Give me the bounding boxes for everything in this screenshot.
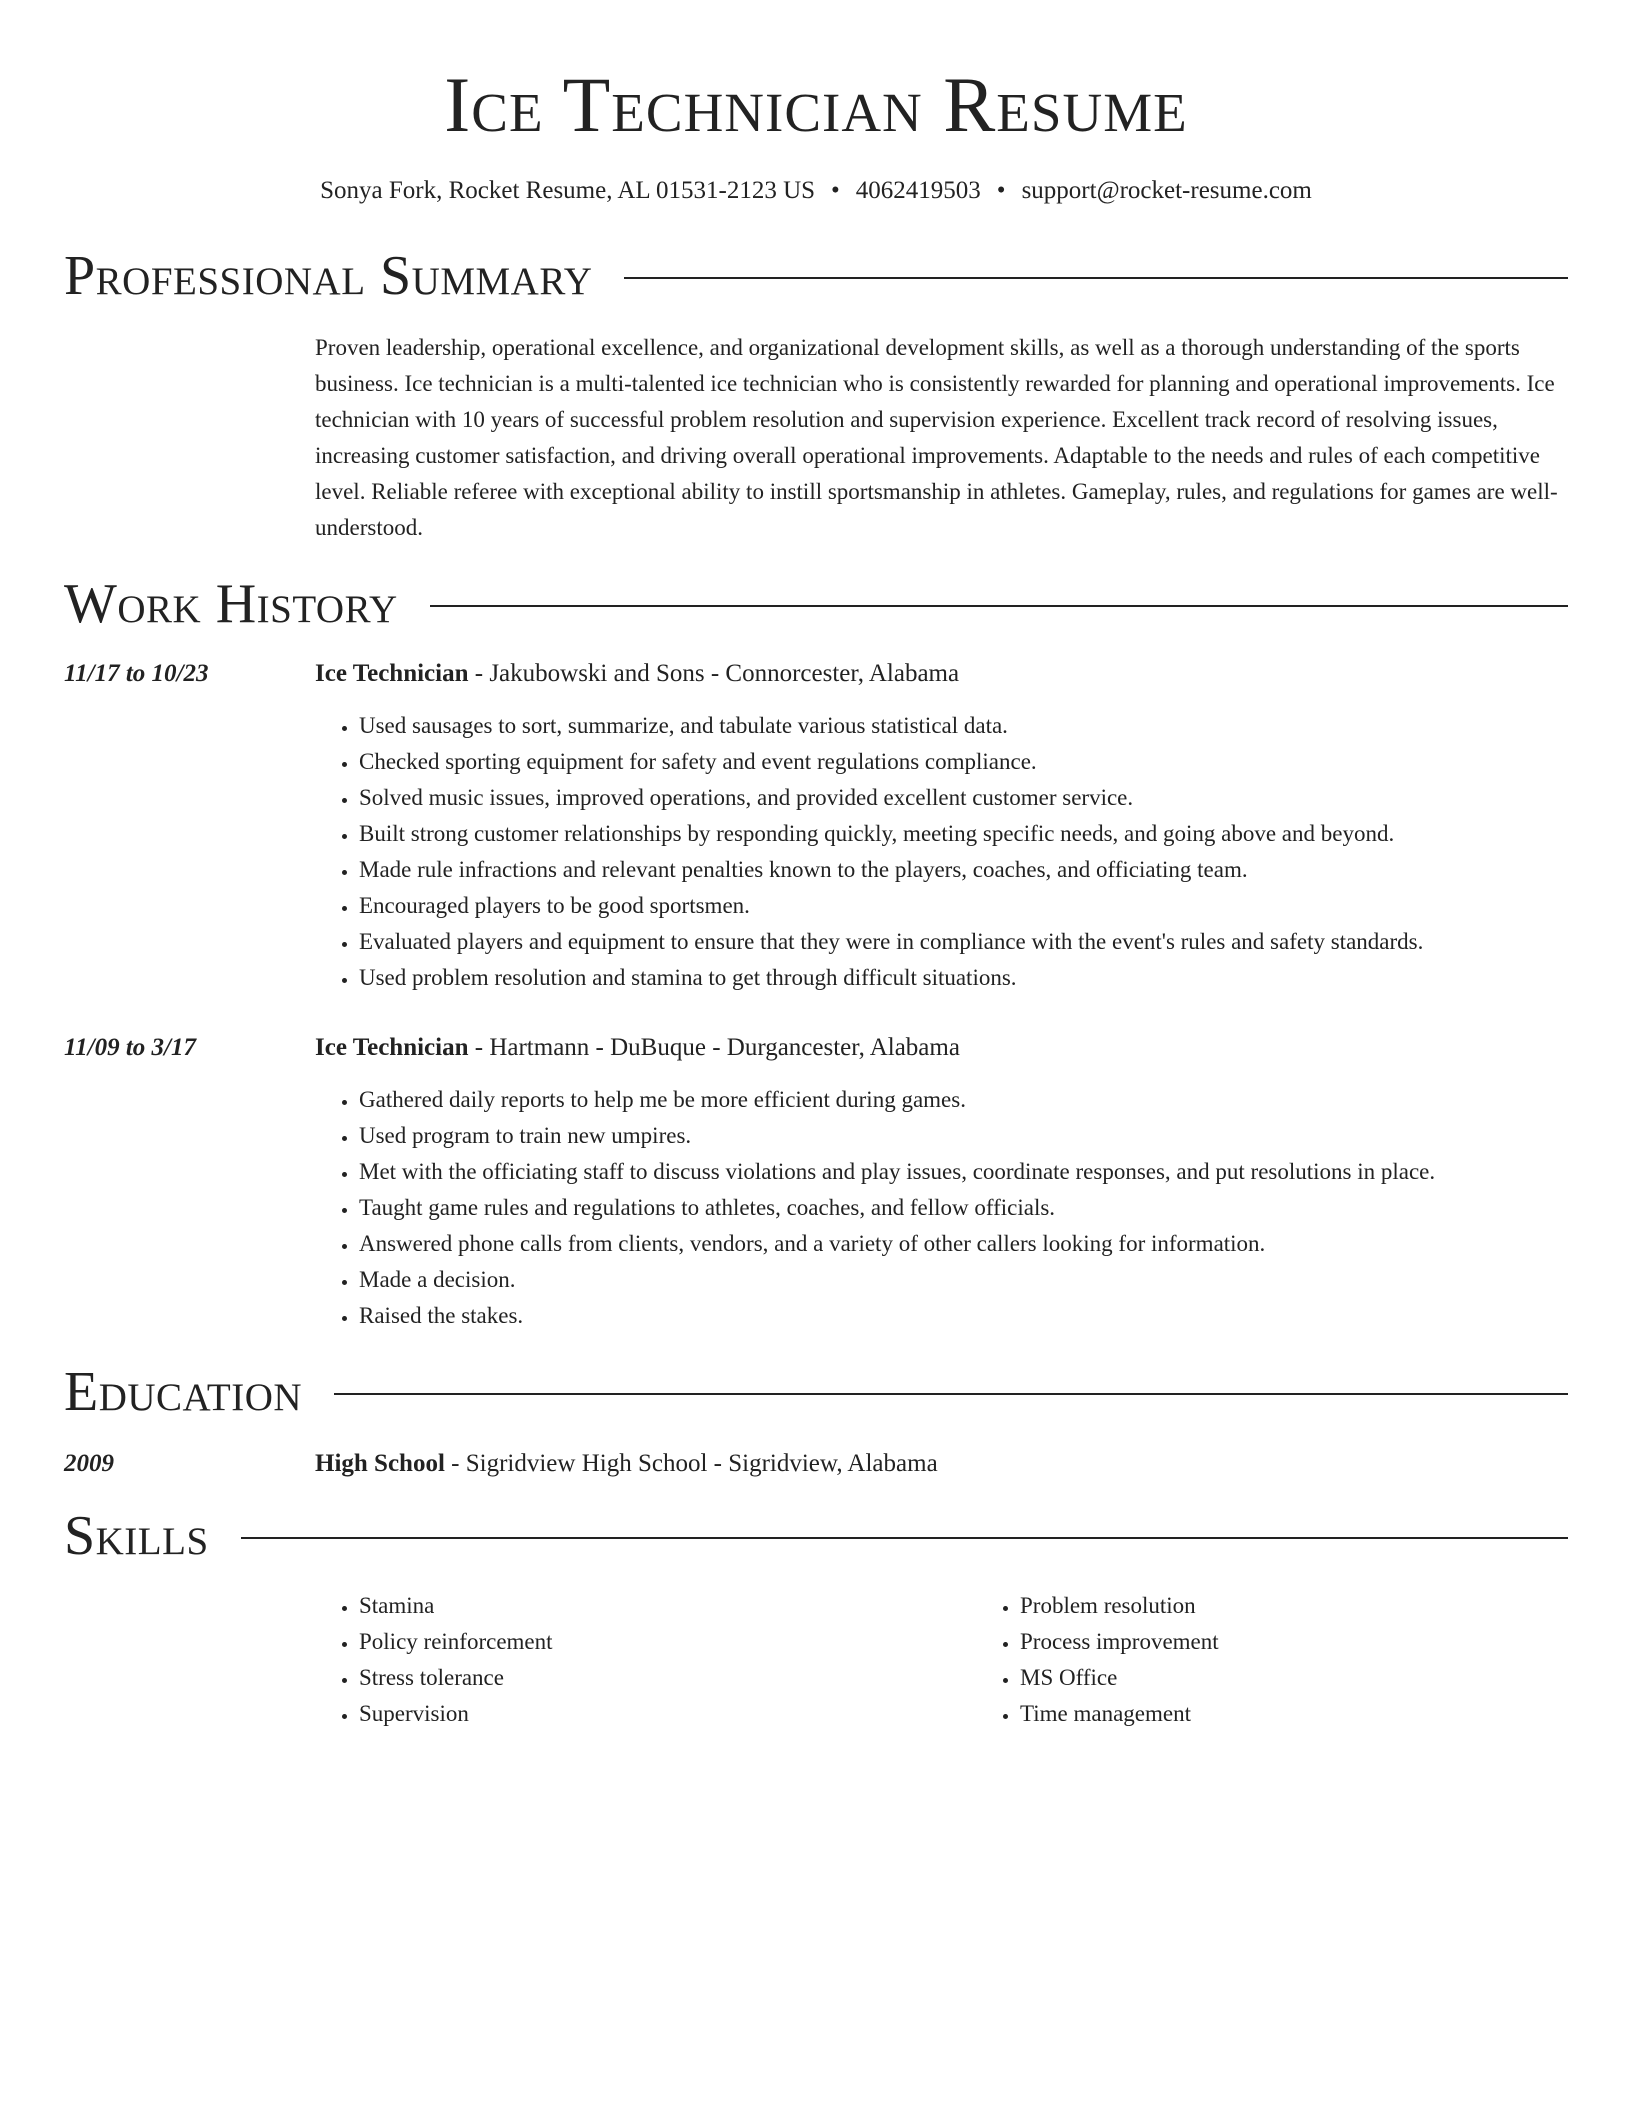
resume-page [64,0,1568,1732]
list-item: • Made a decision. [359,1262,1568,1298]
job-employer: - Jakubowski and Sons - Connorcester, Alabama [468,660,960,687]
list-item: • Gathered daily reports to help me be more efficient during games. [359,1082,1568,1118]
list-item: • Built strong customer relationships by responding quickly, meeting specific needs, and going above and beyond. [359,816,1568,852]
skill-item: • Stress tolerance [359,1660,976,1696]
list-item: • Made rule infractions and relevant penalties known to the players, coaches, and officiating team. [359,852,1568,888]
resume-title: Ice Technician Resume [444,61,1188,148]
list-item: • Checked sporting equipment for safety and event regulations compliance. [359,744,1568,780]
section-divider [624,277,1568,279]
skill-item: • Problem resolution [1020,1588,1632,1624]
list-item: • Raised the stakes. [359,1298,1568,1334]
skills-row [64,1588,1568,1732]
section-divider [241,1537,1568,1539]
list-item: • Used program to train new umpires. [359,1118,1568,1154]
job-dates: 11/17 to 10/23 [64,660,209,687]
work-heading: Work History [64,573,398,635]
skills-list-left [315,1588,976,1732]
list-item: • Evaluated players and equipment to ensure that they were in compliance with the event's rules and safety standards. [359,924,1568,960]
job-heading [315,1030,1568,1066]
list-item: • Used problem resolution and stamina to get through difficult situations. [359,960,1568,996]
work-section-header [64,572,1568,636]
skill-item: • Policy reinforcement [359,1624,976,1660]
job-bullets [315,708,1568,996]
skill-item: • Supervision [359,1696,976,1732]
list-item: • Taught game rules and regulations to athletes, coaches, and fellow officials. [359,1190,1568,1226]
skills-section-header [64,1504,1568,1568]
summary-text: Proven leadership, operational excellence, and organizational development skills, as well as a thorough understanding of the sports business. Ice technician is a multi-talented ice technician who is consistently rewarded for planning and operational improvements. Ice technician with 10 years of successful problem resolution and supervision experience. Excellent track record of resolving issues, increasing customer satisfaction, and driving overall operational improvements. Adaptable to the needs and rules of each competitive level. Reliable referee with exceptional ability to instill sportsmanship in athletes. Gameplay, rules, and regulations for games are well-understood. [315,335,1558,540]
education-year: 2009 [64,1450,114,1477]
list-item: • Solved music issues, improved operations, and provided excellent customer service. [359,780,1568,816]
list-item: • Answered phone calls from clients, vendors, and a variety of other callers looking for information. [359,1226,1568,1262]
job-bullets [315,1082,1568,1334]
summary-heading: Professional Summary [64,245,593,307]
education-entry [64,1446,1568,1482]
contact-line [64,176,1568,206]
education-heading: Education [64,1361,303,1423]
section-divider [334,1393,1568,1395]
job-title: Ice Technician [315,1034,469,1061]
education-heading-line [315,1446,1568,1482]
skill-item: • Time management [1020,1696,1632,1732]
skill-item: • Process improvement [1020,1624,1632,1660]
skills-list-right [976,1588,1632,1732]
contact-separator: • [831,177,840,204]
skill-item: • Stamina [359,1588,976,1624]
list-item: • Encouraged players to be good sportsmen. [359,888,1568,924]
contact-phone: 4062419503 [855,177,981,204]
summary-row [64,330,1568,546]
skills-heading: Skills [64,1505,209,1567]
job-entry [64,656,1568,996]
education-school: - Sigridview High School - Sigridview, Alabama [444,1450,938,1477]
section-divider [430,605,1568,607]
job-entry [64,1030,1568,1334]
job-title: Ice Technician [315,660,469,687]
contact-address: Sonya Fork, Rocket Resume, AL 01531-2123 US [320,177,816,204]
list-item: • Used sausages to sort, summarize, and tabulate various statistical data. [359,708,1568,744]
contact-separator: • [996,177,1006,204]
skills-grid [315,1588,1632,1732]
summary-section-header [64,244,1568,308]
job-employer: - Hartmann - DuBuque - Durgancester, Alabama [468,1034,960,1061]
skill-item: • MS Office [1020,1660,1632,1696]
education-section-header [64,1360,1568,1424]
job-dates: 11/09 to 3/17 [64,1034,196,1061]
contact-email: support@rocket-resume.com [1021,177,1312,204]
list-item: • Met with the officiating staff to discuss violations and play issues, coordinate responses, and put resolutions in place. [359,1154,1568,1190]
job-heading [315,656,1568,692]
education-degree: High School [315,1450,445,1477]
